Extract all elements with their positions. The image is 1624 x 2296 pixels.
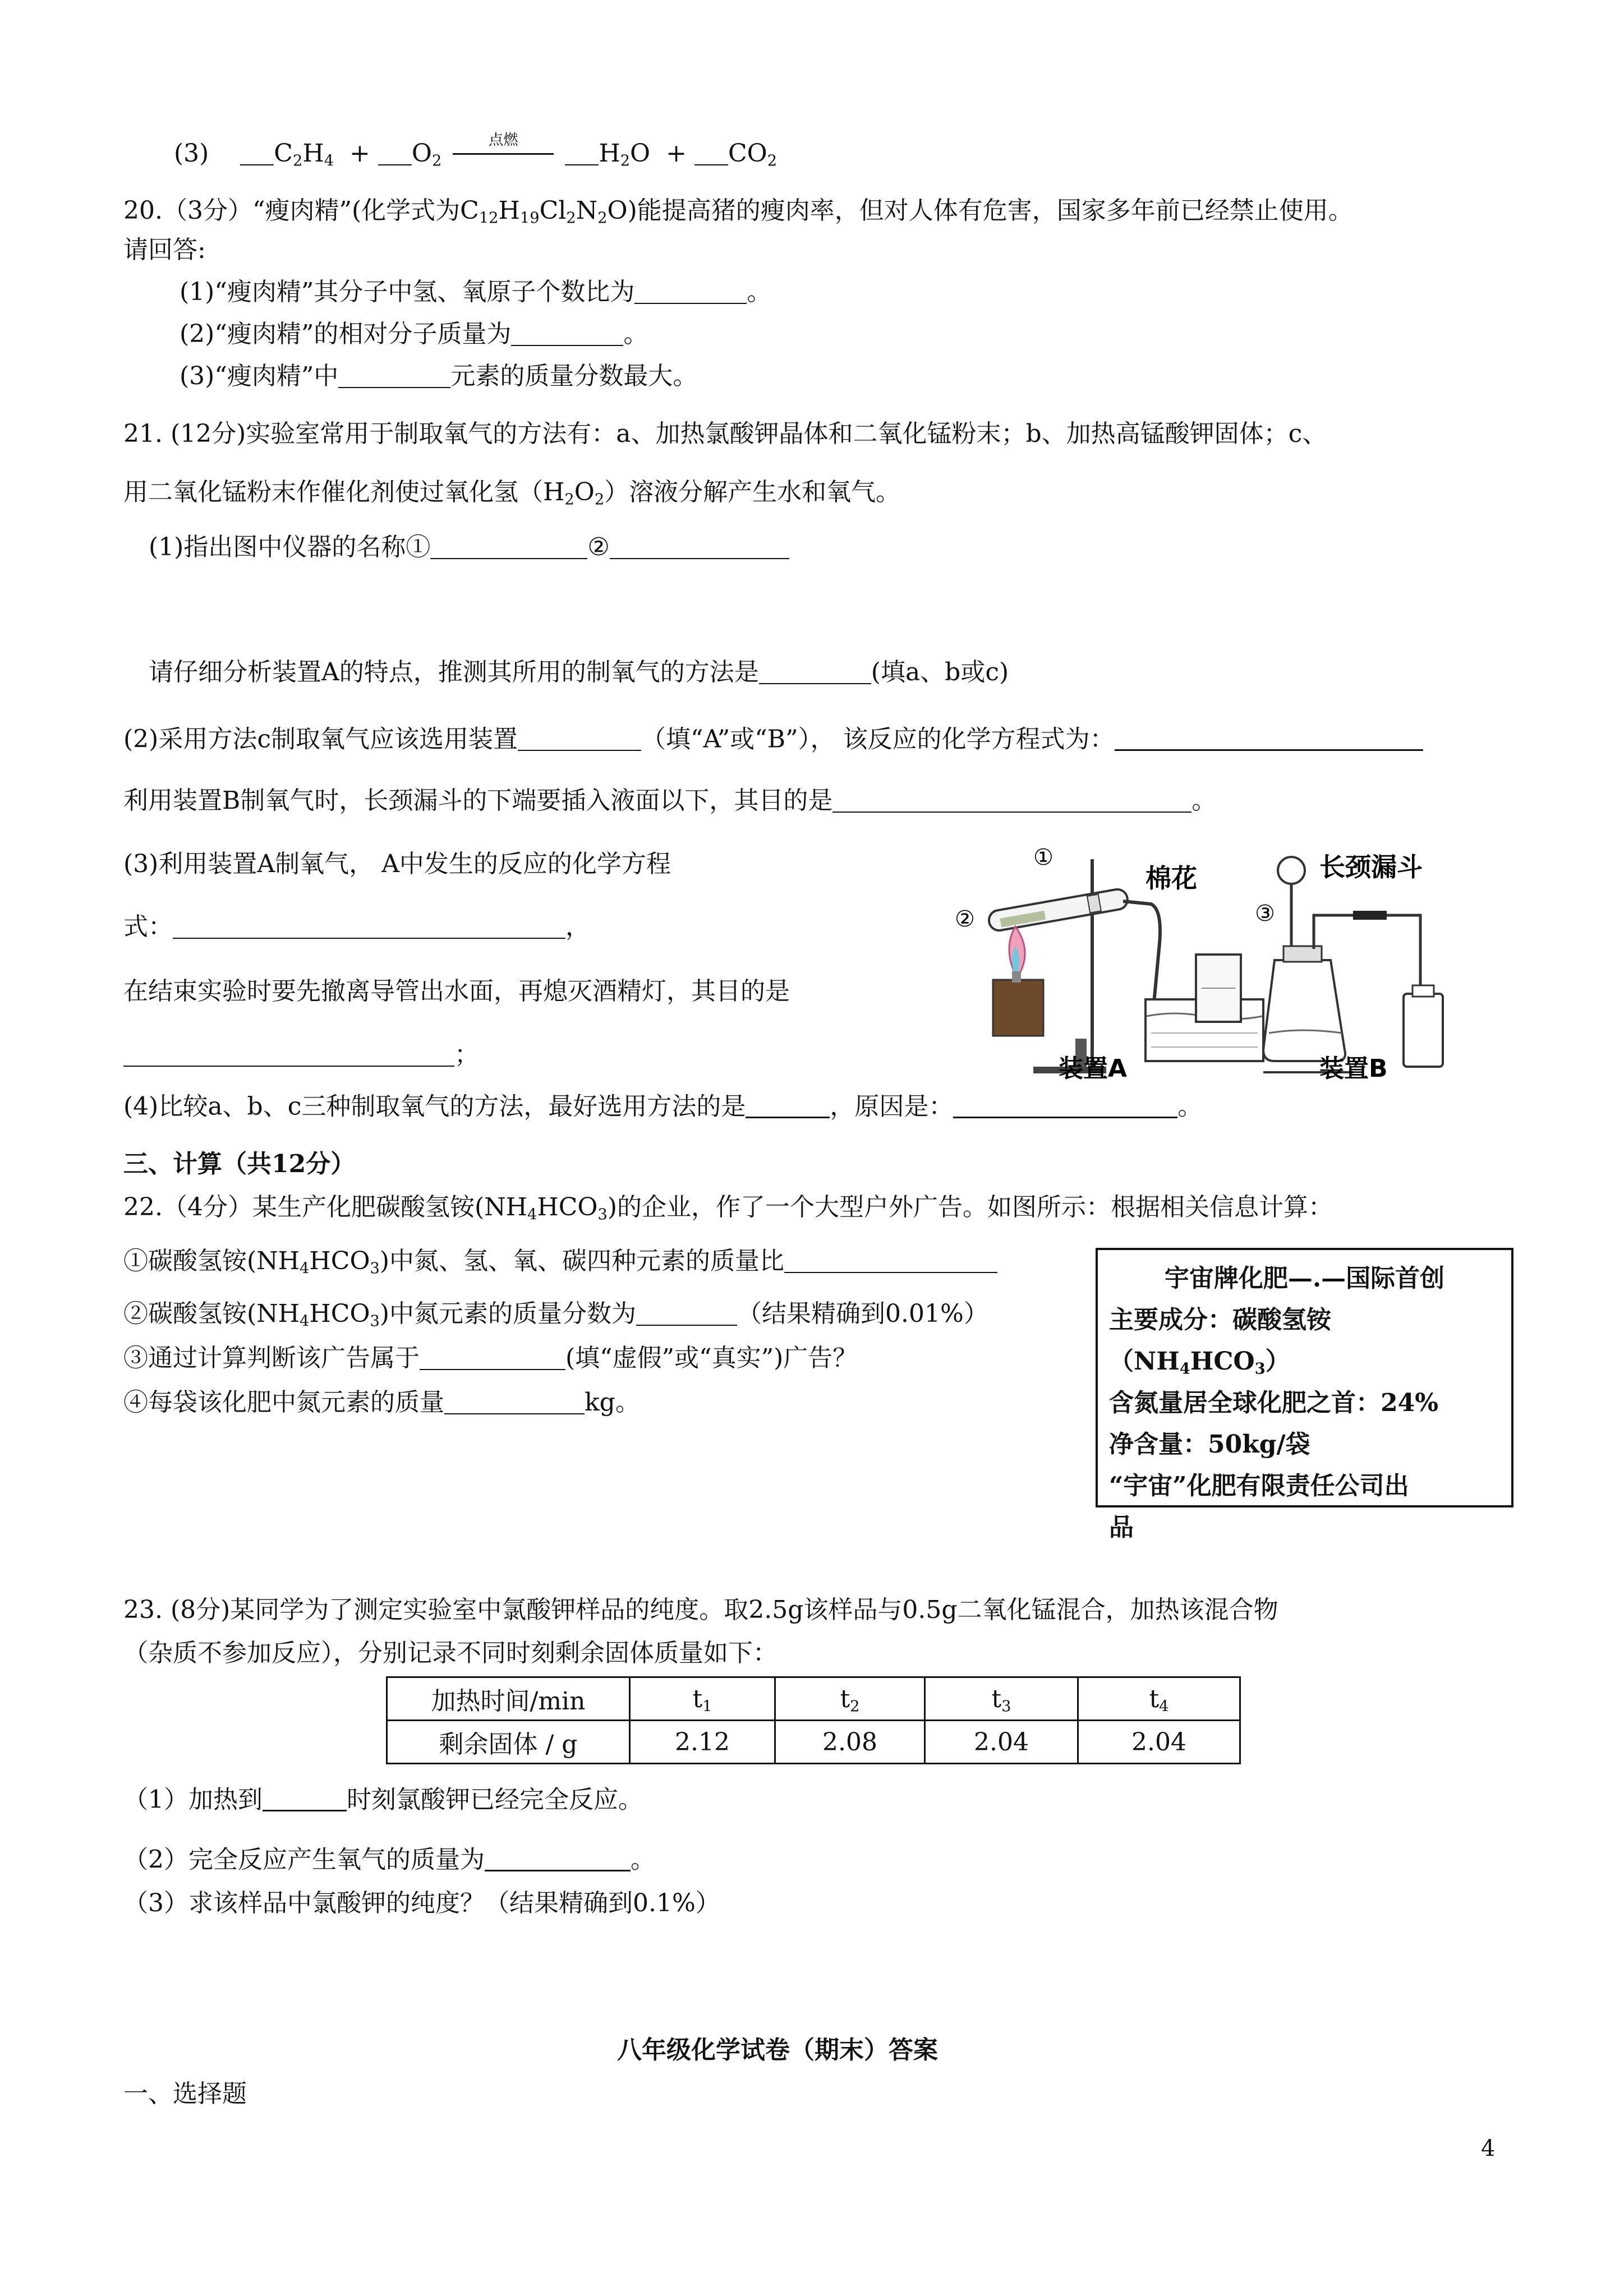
q19-equation: (3) $C_2H_4 + O_2$ 点燃 $H_2O + CO_2$: [174, 131, 778, 170]
q20-line2: 请回答:: [123, 236, 206, 264]
ad-line3: 含氮量居全球化肥之首：24%: [1109, 1389, 1439, 1417]
ad-line5: “宇宙”化肥有限责任公司出: [1109, 1472, 1409, 1500]
table-cell: 2.04: [925, 1721, 1078, 1764]
label-apparatus-a: 装置A: [1059, 1054, 1128, 1083]
marker-2: ②: [955, 906, 975, 932]
answer-blank[interactable]: [953, 1092, 1177, 1118]
q23-line2: （杂质不参加反应），分别记录不同时刻剩余固体质量如下：: [123, 1639, 778, 1667]
answer-blank[interactable]: [784, 1247, 997, 1273]
q21-part1: (1)指出图中仪器的名称① ②: [149, 533, 789, 563]
answer-blank[interactable]: [518, 725, 641, 751]
answer-blank[interactable]: [430, 533, 587, 559]
ad-line6: 品: [1109, 1513, 1134, 1542]
q21-part3-e: ；: [123, 1040, 479, 1070]
table-cell: $t_4$: [1078, 1677, 1240, 1721]
label-funnel: 长颈漏斗: [1319, 852, 1423, 882]
table-row: [387, 1721, 1240, 1764]
q23-s3: （3）求该样品中氯酸钾的纯度？（结果精确到0.1%）: [123, 1889, 720, 1917]
blank[interactable]: [694, 140, 728, 165]
label-cotton: 棉花: [1145, 863, 1197, 893]
answer-blank[interactable]: [444, 1389, 585, 1414]
answer-blank[interactable]: [634, 278, 747, 304]
table-header: 加热时间/min: [387, 1677, 630, 1721]
co2: $CO_2$: [728, 139, 778, 170]
q23-line1: 23. (8分)某同学为了测定实验室中氯酸钾样品的纯度。取2.5g该样品与0.5g二氧化锰混合，加热该混合物: [123, 1596, 1278, 1624]
ad-line2: 主要成分：碳酸氢铵$(NH_4HCO_3)$: [1109, 1306, 1331, 1378]
table-cell: $t_2$: [775, 1677, 925, 1721]
q21-part4: (4)比较a、b、c三种制取氧气的方法，最好选用方法的是 ，原因是： 。: [123, 1092, 1203, 1121]
table-row: [387, 1677, 1240, 1721]
advertisement-box: [1096, 1248, 1513, 1542]
section3-title: 三、计算（共12分）: [123, 1150, 356, 1178]
blank[interactable]: [240, 140, 274, 165]
ad-line4: 净含量：50kg/袋: [1109, 1430, 1310, 1459]
table-cell: $t_1$: [630, 1677, 775, 1721]
table-cell: 2.12: [630, 1721, 775, 1764]
q22-s2: ②碳酸氢铵$(NH_4HCO_3)$中氮元素的质量分数为 （结果精确到0.01%）: [123, 1299, 988, 1330]
q20-sub3: (3)“瘦肉精”中 元素的质量分数最大。: [180, 362, 698, 390]
table-cell: $t_3$: [925, 1677, 1078, 1721]
q23-s2: （2）完全反应产生氧气的质量为 。: [123, 1845, 655, 1874]
answer-blank[interactable]: [420, 1344, 565, 1370]
q21-part1-cont: 请仔细分析装置A的特点，推测其所用的制氧气的方法是 (填a、b或c): [149, 658, 1009, 686]
q21-line1: 21. (12分)实验室常用于制取氧气的方法有：a、加热氯酸钾晶体和二氧化锰粉末；b、加热高锰酸钾固体；c、: [123, 419, 1327, 448]
formula: $C_{12}H_{19}Cl_2N_2O$: [460, 196, 628, 227]
answer-blank[interactable]: [511, 320, 623, 346]
q20-sub1: (1)“瘦肉精”其分子中氢、氧原子个数比为 。: [180, 278, 772, 306]
q21-line2: 用二氧化锰粉末作催化剂使过氧化氢$(H_2O_2)$溶液分解产生水和氧气。: [123, 478, 901, 509]
blank[interactable]: [565, 140, 599, 165]
answer-blank[interactable]: [123, 1041, 454, 1067]
q22-s3: ③通过计算判断该广告属于 (填“虚假”或“真实”)广告？: [123, 1344, 858, 1372]
q20-line1: 20.（3分）“瘦肉精”(化学式为$C_{12}H_{19}Cl_2N_2O$)能提高猪的瘦肉率，但对人体有危害，国家多年前已经禁止使用。: [123, 196, 1353, 227]
q21-part2: (2)采用方法c制取氧气应该选用装置 （填“A”或“B”）， 该反应的化学方程式为：: [123, 725, 1423, 754]
answer-blank[interactable]: [485, 1845, 631, 1871]
ad-title: 宇宙牌化肥—.—国际首创: [1164, 1264, 1445, 1293]
answer-blank[interactable]: [1115, 725, 1423, 751]
h2o: $H_2O$: [599, 139, 651, 170]
answer-blank[interactable]: [746, 1092, 830, 1118]
apparatus-figure: [949, 848, 1488, 1084]
q22-s1: ①碳酸氢铵$(NH_4HCO_3)$中氮、氢、氧、碳四种元素的质量比: [123, 1247, 997, 1276]
c2h4: $C_2H_4$: [274, 139, 334, 170]
page-number: 4: [1481, 2136, 1496, 2161]
q20-sub2: (2)“瘦肉精”的相对分子质量为 。: [180, 320, 648, 348]
o2: $O_2$: [411, 139, 442, 170]
q21-part3-b: 式： ，: [123, 912, 590, 941]
answer-blank[interactable]: [759, 658, 871, 684]
data-table: [386, 1676, 1241, 1764]
answer-blank[interactable]: [263, 1785, 347, 1811]
marker-3: ③: [1255, 901, 1275, 926]
answer-blank[interactable]: [338, 362, 450, 388]
answers-section1: 一、选择题: [123, 2080, 247, 2108]
q22-line1: 22.（4分）某生产化肥碳酸氢铵$(NH_4HCO_3)$的企业，作了一个大型户外广告。如图所示：根据相关信息计算：: [123, 1193, 1333, 1224]
q22-s4: ④每袋该化肥中氮元素的质量 kg。: [123, 1388, 640, 1417]
reaction-condition: 点燃: [453, 139, 554, 164]
answer-blank[interactable]: [636, 1300, 737, 1326]
table-cell: 2.08: [775, 1721, 925, 1764]
q21-part3-d: 在结束实验时要先撤离导管出水面，再熄灭酒精灯，其目的是: [123, 977, 790, 1006]
answer-blank[interactable]: [173, 913, 565, 939]
answers-title: 八年级化学试卷（期末）答案: [617, 2036, 938, 2064]
q21-part3: (3)利用装置A制氧气， A中发生的反应的化学方程: [123, 850, 671, 878]
blank[interactable]: [378, 140, 412, 165]
marker-1: ①: [1033, 848, 1053, 870]
label-apparatus-b: 装置B: [1319, 1054, 1388, 1083]
answer-blank[interactable]: [832, 787, 1191, 813]
q23-s1: （1）加热到 时刻氯酸钾已经完全反应。: [123, 1785, 643, 1814]
answer-blank[interactable]: [610, 533, 789, 559]
q21-part2-cont: 利用装置B制氧气时，长颈漏斗的下端要插入液面以下，其目的是 。: [123, 786, 1217, 815]
table-cell: 2.04: [1078, 1721, 1240, 1764]
table-header: 剩余固体 / g: [387, 1721, 630, 1764]
